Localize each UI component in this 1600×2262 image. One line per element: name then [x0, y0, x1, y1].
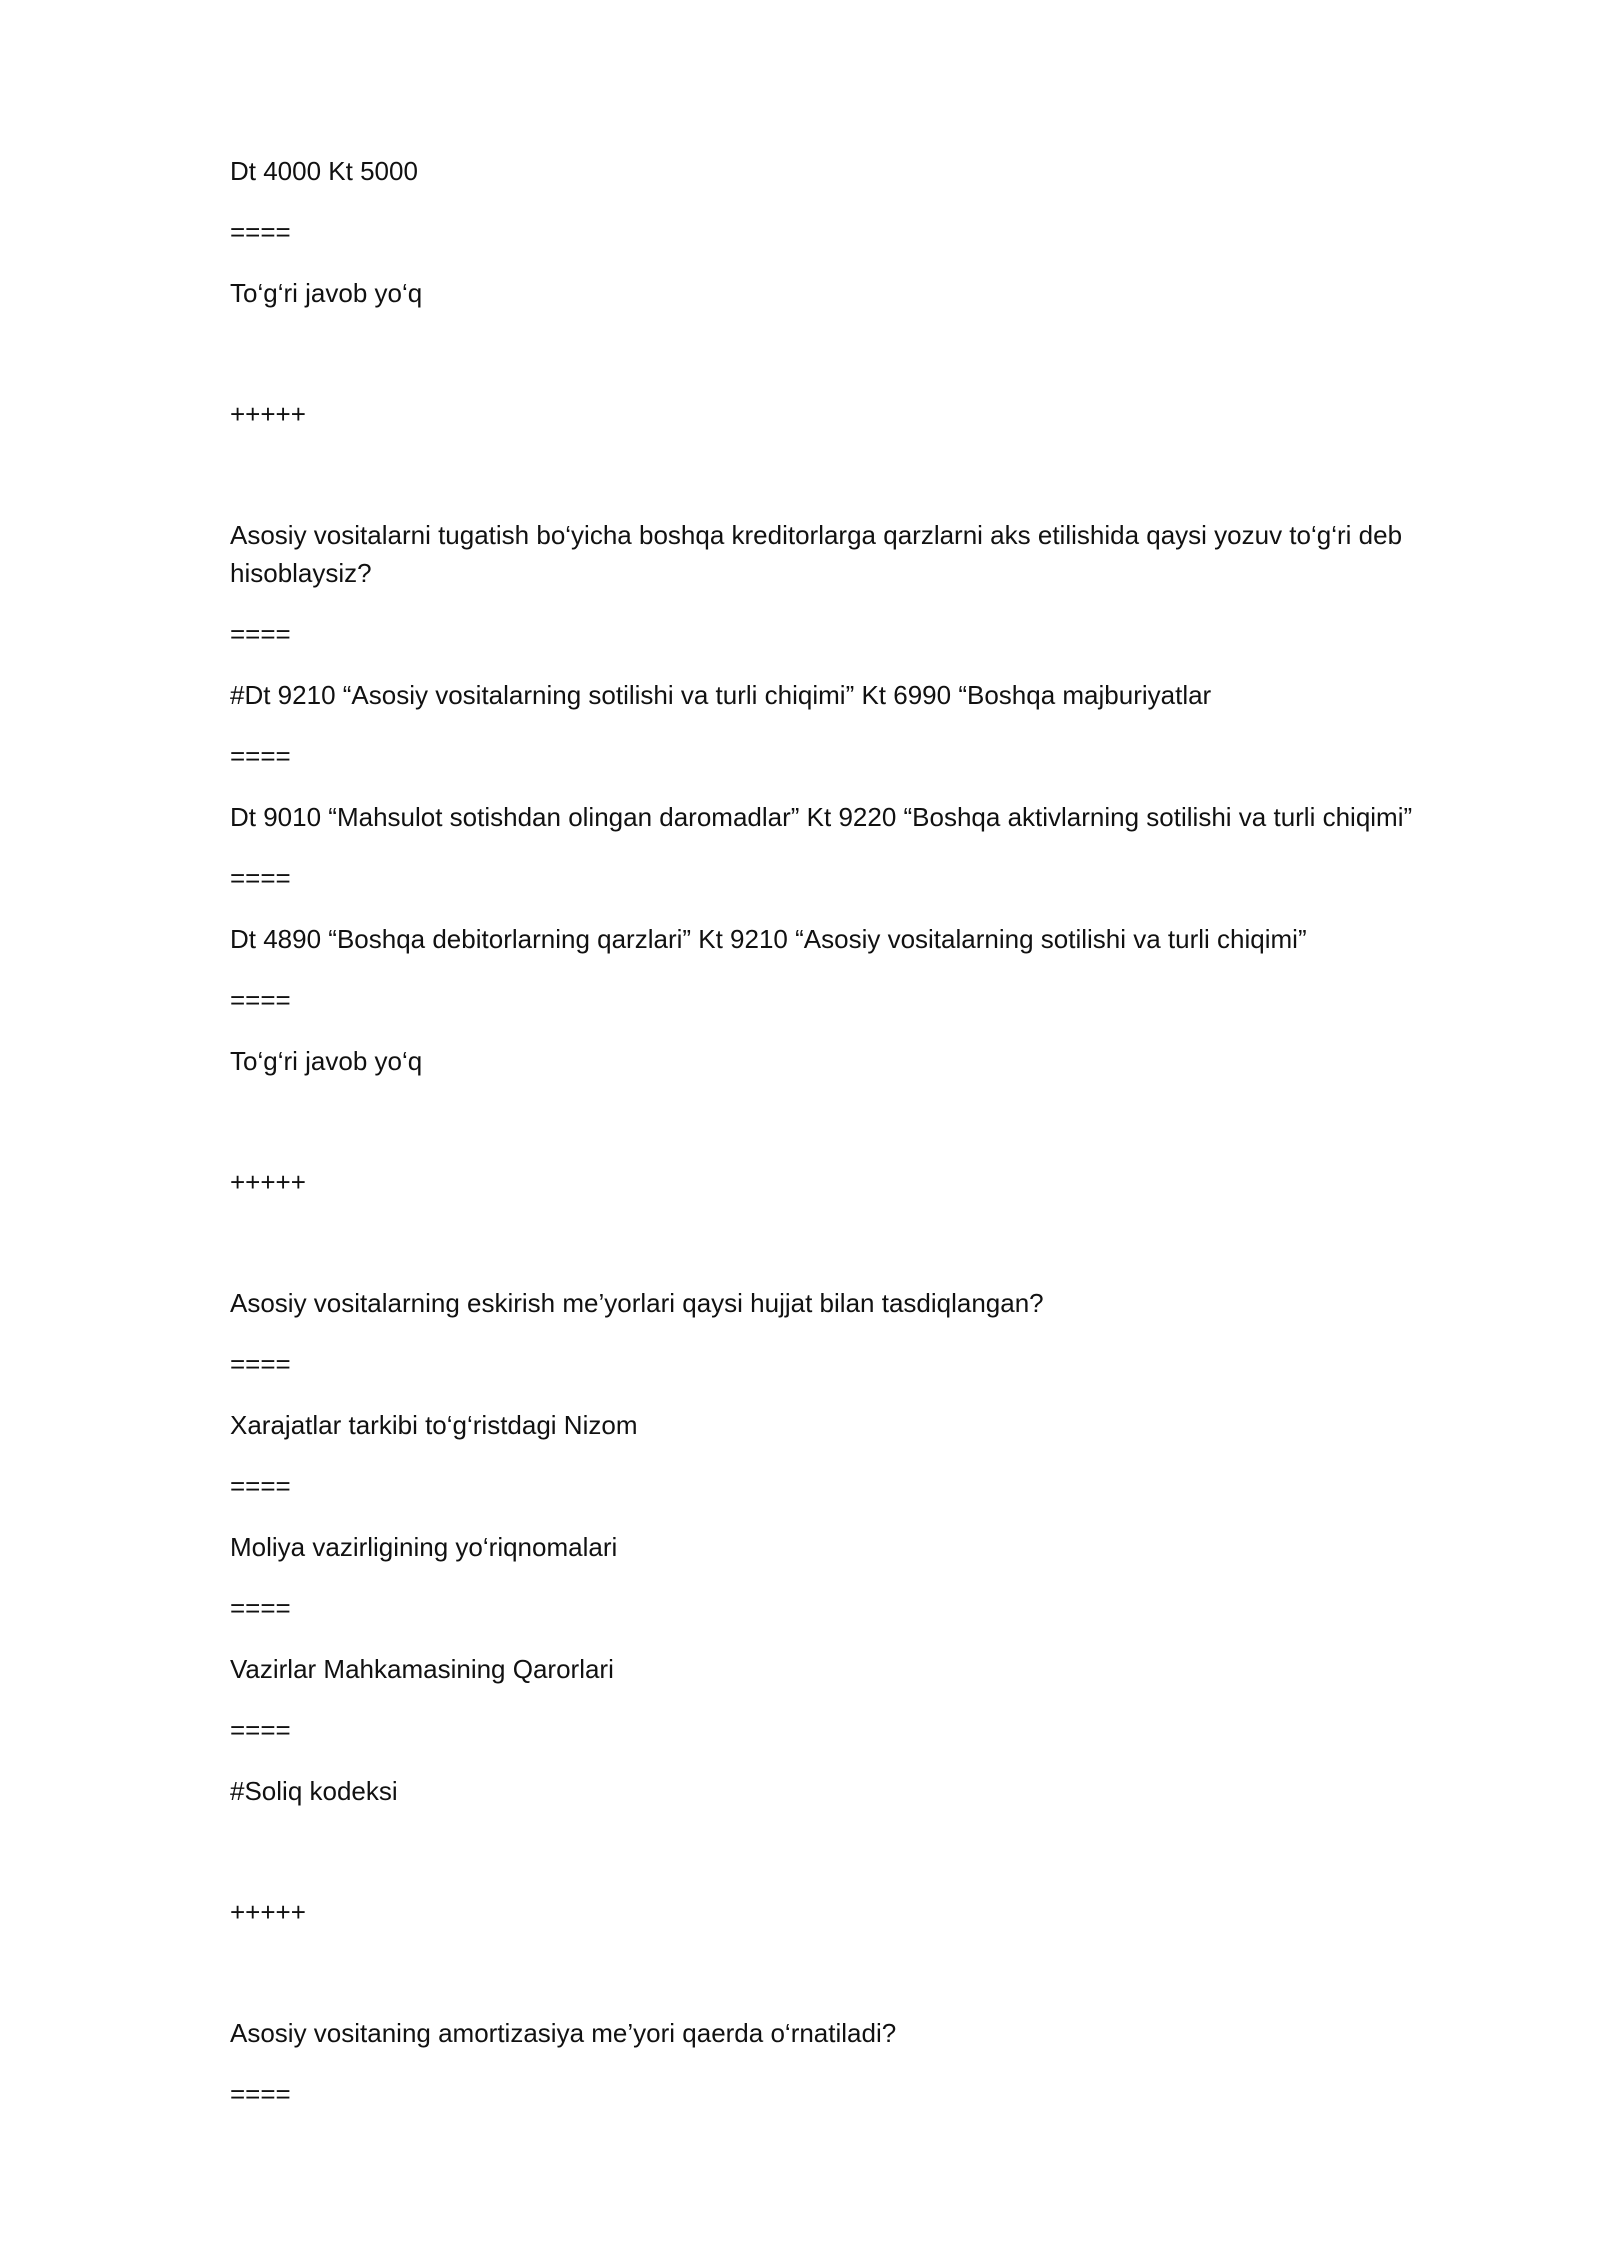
separator: ==== — [230, 1471, 291, 1501]
answer-option-correct: #Soliq kodeksi — [230, 1776, 398, 1806]
question-text: Asosiy vositalarni tugatish bo‘yicha boshqa kreditorlarga qarzlarni aks etilishida qaysi yozuv to‘g‘ri deb hisoblaysiz? — [230, 520, 1403, 588]
answer-option: To‘g‘ri javob yo‘q — [230, 1046, 423, 1076]
answer-option: Dt 4000 Kt 5000 — [230, 156, 418, 186]
question-text: Asosiy vositalarning eskirish me’yorlari qaysi hujjat bilan tasdiqlangan? — [230, 1288, 1044, 1318]
separator: ==== — [230, 1593, 291, 1623]
separator: ==== — [230, 2079, 291, 2109]
separator: ==== — [230, 217, 291, 247]
separator: ==== — [230, 1349, 291, 1379]
answer-option: Dt 4890 “Boshqa debitorlarning qarzlari” Kt 9210 “Asosiy vositalarning sotilishi va turli chiqimi” — [230, 924, 1307, 954]
question-separator: +++++ — [230, 1167, 306, 1197]
separator: ==== — [230, 863, 291, 893]
question-separator: +++++ — [230, 1897, 306, 1927]
answer-option: Moliya vazirligining yo‘riqnomalari — [230, 1532, 618, 1562]
separator: ==== — [230, 741, 291, 771]
answer-option: Vazirlar Mahkamasining Qarorlari — [230, 1654, 614, 1684]
separator: ==== — [230, 985, 291, 1015]
answer-option: Xarajatlar tarkibi to‘g‘ristdagi Nizom — [230, 1410, 638, 1440]
answer-option: To‘g‘ri javob yo‘q — [230, 278, 423, 308]
question-text: Asosiy vositaning amortizasiya me’yori qaerda o‘rnatiladi? — [230, 2018, 897, 2048]
separator: ==== — [230, 1715, 291, 1745]
question-separator: +++++ — [230, 399, 306, 429]
answer-option-correct: #Dt 9210 “Asosiy vositalarning sotilishi va turli chiqimi” Kt 6990 “Boshqa majburiyatlar — [230, 680, 1212, 710]
separator: ==== — [230, 619, 291, 649]
answer-option: Dt 9010 “Mahsulot sotishdan olingan daromadlar” Kt 9220 “Boshqa aktivlarning sotilishi va turli chiqimi” — [230, 802, 1413, 832]
